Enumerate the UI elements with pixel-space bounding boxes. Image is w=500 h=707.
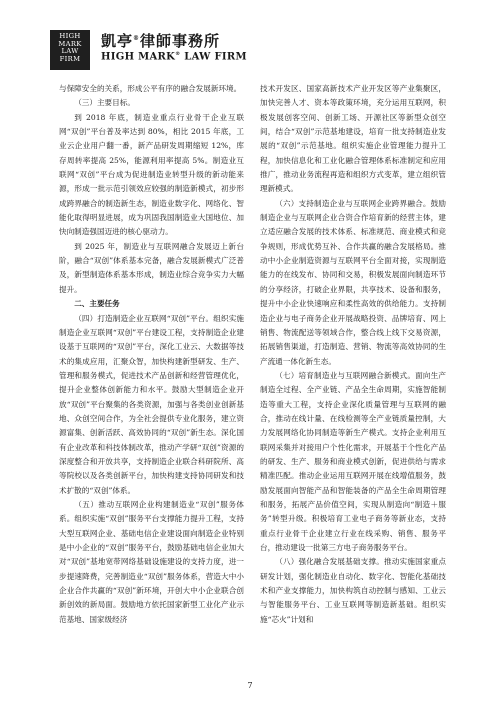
logo-mark [50, 30, 90, 70]
section-heading: 二、主要任务 [74, 299, 120, 309]
right-column [260, 82, 446, 627]
paragraph: 技术开发区、国家高新技术产业开发区等产业集聚区，加快完善人才、资本等政策环境，充分运用互联网，积极发展创客空间、创新工场、开源社区等新型众创空间，结合“双创”示范基地建设，培育一批支持制造业发展的“双创”示范基地。组织实施企业管理能力提升工程，加快信息化和工业化融合管理体系标准制定和应用推广，推动业务流程再造和组织方式变革，建立组织管理新模式。 [260, 84, 446, 194]
section-heading: （三）主要目标。 [74, 98, 135, 108]
firm-name-en-part2: LAW FIRM [184, 51, 247, 63]
paragraph: （八）强化融合发展基础支撑。推动实施国家重点研发计划，强化制造业自动化、数字化、智能化基础技术和产业支撑能力，加快构筑自动控制与感知、工业云与智能服务平台、工业互联网等制造新基础。组织实施“芯火”计划和 [260, 557, 446, 624]
logo-line: MARK [58, 39, 82, 48]
firm-name-english [101, 51, 247, 62]
firm-name-cn-part1: 凱亭 [101, 32, 134, 50]
registered-mark: ® [133, 35, 141, 42]
registered-mark: ® [175, 51, 181, 57]
paragraph: （四）打造制造企业互联网“双创”平台。组织实施制造企业互联网“双创”平台建设工程，支持制造企业建设基于互联网的“双创”平台，深化工业云、大数据等技术的集成应用，汇聚众智，加快构建新型研发、生产、管理和服务模式，促进技术产品创新和经营管理优化，提升企业整体创新能力和水平。鼓励大型制造企业开放“双创”平台聚集的各类资源，加强与各类创业创新基地、众创空间合作，为全社会提供专业化服务，建立资源富集、创新活跃、高效协同的“双创”新生态。深化国有企业改革和科技体制改革，推动产学研“双创”资源的深度整合和开放共享，支持制造企业联合科研院所、高等院校以及各类创新平台，加快构建支持协同研发和技术扩散的“双创”体系。 [59, 313, 244, 495]
firm-name-en-part1: HIGH MARK [101, 51, 176, 63]
firm-name-cn-part2: 律師事務所 [140, 32, 221, 50]
paragraph: （六）支持制造企业与互联网企业跨界融合。鼓励制造企业与互联网企业合资合作培育新的经营主体，建立适应融合发展的技术体系、标准规范、商业模式和竞争规则，形成优势互补、合作共赢的融合发展格局。推动中小企业制造资源与互联网平台全面对接，实现制造能力的在线发布、协同和交易，积极发展面向制造环节的分享经济，打破企业界限，共享技术、设备和服务，提升中小企业快速响应和柔性高效的供给能力。支持制造企业与电子商务企业开展战略投资、品牌培育、网上销售、物流配送等领域合作，整合线上线下交易资源，拓展销售渠道，打造制造、营销、物流等高效协同的生产流通一体化新生态。 [260, 198, 446, 366]
paragraph: （七）培育制造业与互联网融合新模式。面向生产制造全过程、全产业链、产品全生命周期，实施智能制造等重大工程，支持企业深化质量管理与互联网的融合，推动在线计量、在线检测等全产业链质量控制，大力发展网络化协同制造等新生产模式。支持企业利用互联网采集并对接用户个性化需求，开展基于个性化产品的研发、生产、服务和商业模式创新，促进供给与需求精准匹配。推动企业运用互联网开展在线增值服务，鼓励发展面向智能产品和智能装备的产品全生命周期管理和服务，拓展产品价值空间，实现从制造向“制造＋服务”转型升级。积极培育工业电子商务等新业态，支持重点行业骨干企业建立行业在线采购、销售、服务平台，推动建设一批第三方电子商务服务平台。 [260, 370, 446, 552]
paragraph: 与保障安全的关系，形成公平有序的融合发展新环境。 [59, 84, 242, 93]
paragraph: （五）推动互联网企业构建制造业“双创”服务体系。组织实施“双创”服务平台支撑能力提升工程，支持大型互联网企业、基础电信企业建设面向制造企业特别是中小企业的“双创”服务平台，鼓励基础电信企业加大对“双创”基地宽带网络基础设施建设的支持力度，进一步提速降费，完善制造业“双创”服务体系，营造大中小企业合作共赢的“双创”新环境，开创大中小企业联合创新创效的新局面。鼓励地方依托国家新型工业化产业示范基地、国家级经济 [59, 499, 244, 624]
logo-line: FIRM [59, 54, 81, 63]
logo-line: LAW [61, 47, 79, 56]
logo-line: HIGH [59, 32, 81, 40]
paragraph: 到 2025 年，制造业与互联网融合发展迈上新台阶，融合“双创”体系基本完备，融合发展新模式广泛普及，新型制造体系基本形成，制造业综合竞争实力大幅提升。 [59, 241, 244, 294]
paragraph: 到 2018 年底，制造业重点行业骨干企业互联网“双创”平台普及率达到 80%，相比 2015 年底，工业云企业用户翻一番，新产品研发周期缩短 12%，库存周转率提高 25%，能源利用率提高 5%。制造业互联网“双创”平台成为促进制造业转型升级的新动能来源，形成一批示范引领效应较强的制造新模式，初步形成跨界融合的制造新生态，制造业数字化、网络化、智能化取得明显进展，成为巩固我国制造业大国地位、加快向制造强国迈进的核心驱动力。 [59, 112, 244, 237]
firm-name-chinese [101, 30, 220, 51]
page-number: 7 [247, 681, 253, 690]
left-column [59, 82, 244, 627]
